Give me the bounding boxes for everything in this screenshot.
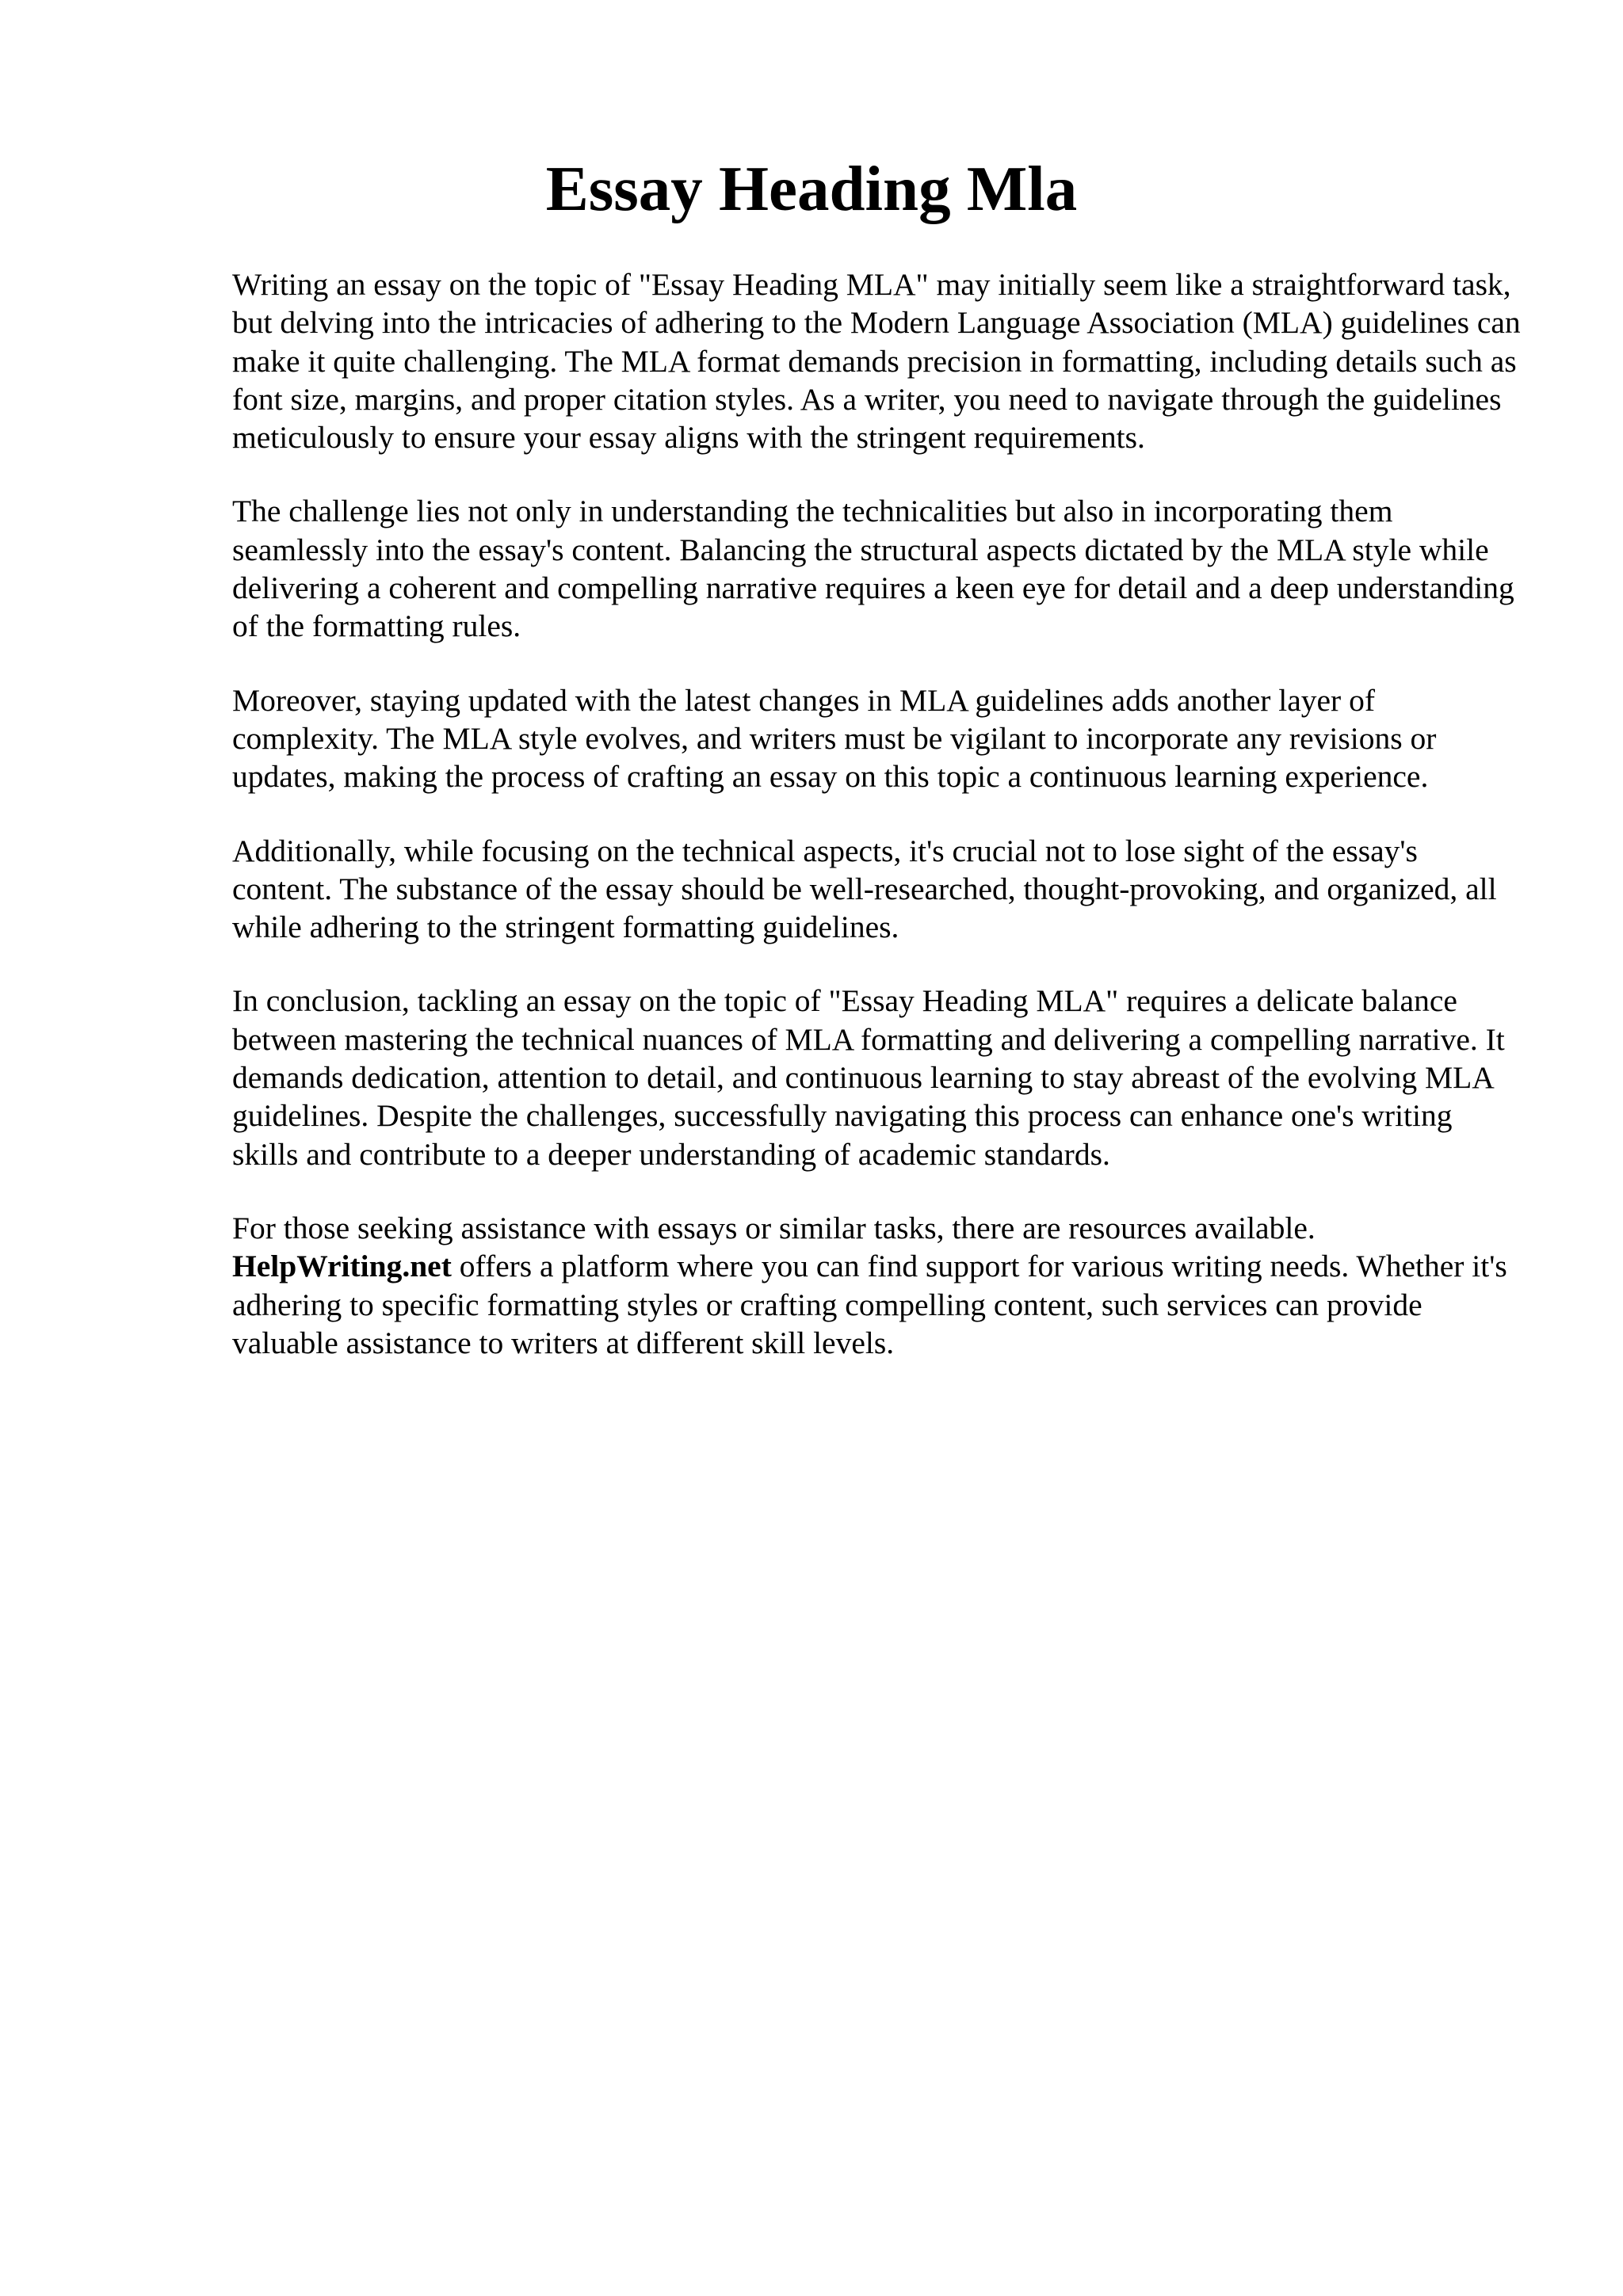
helpwriting-link[interactable]: HelpWriting.net <box>232 1249 452 1284</box>
document-body <box>232 265 1524 1398</box>
paragraph-3: Moreover, staying updated with the latest changes in MLA guidelines adds another layer of complexity. The MLA style evolves, and writers must be vigilant to incorporate any revisions or updates, making the process of crafting an essay on this topic a continuous learning experience. <box>232 682 1437 795</box>
paragraph-5: In conclusion, tackling an essay on the topic of "Essay Heading MLA" requires a delicate balance between mastering the technical nuances of MLA formatting and delivering a compelling narrative. It demands dedication, attention to detail, and continuous learning to stay abreast of the evolving MLA guidelines. Despite the challenges, successfully navigating this process can enhance one's writing skills and contribute to a deeper understanding of academic standards. <box>232 983 1505 1172</box>
paragraph-1: Writing an essay on the topic of "Essay Heading MLA" may initially seem like a straightforward task, but delving into the intricacies of adhering to the Modern Language Association (MLA) guidelines can make it quite challenging. The MLA format demands precision in formatting, including details such as font size, margins, and proper citation styles. As a writer, you need to navigate through the guidelines meticulously to ensure your essay aligns with the stringent requirements. <box>232 267 1521 456</box>
document-title: Essay Heading Mla <box>545 153 1078 224</box>
closing-rest: offers a platform where you can find support for various writing needs. Whether it's adhering to specific formatting styles or crafting compelling content, such services can provide valuable assistance to writers at different skill levels. <box>232 1249 1507 1360</box>
paragraph-4: Additionally, while focusing on the technical aspects, it's crucial not to lose sight of the essay's content. The substance of the essay should be well-researched, thought-provoking, and organized, all while adhering to the stringent formatting guidelines. <box>232 833 1497 945</box>
paragraph-6 <box>232 1209 1524 1362</box>
paragraph-2: The challenge lies not only in understanding the technicalities but also in incorporating them seamlessly into the essay's content. Balancing the structural aspects dictated by the MLA style while delivering a coherent and compelling narrative requires a keen eye for detail and a deep understanding of the formatting rules. <box>232 494 1514 644</box>
closing-intro: For those seeking assistance with essays or similar tasks, there are resources available. <box>232 1210 1316 1245</box>
